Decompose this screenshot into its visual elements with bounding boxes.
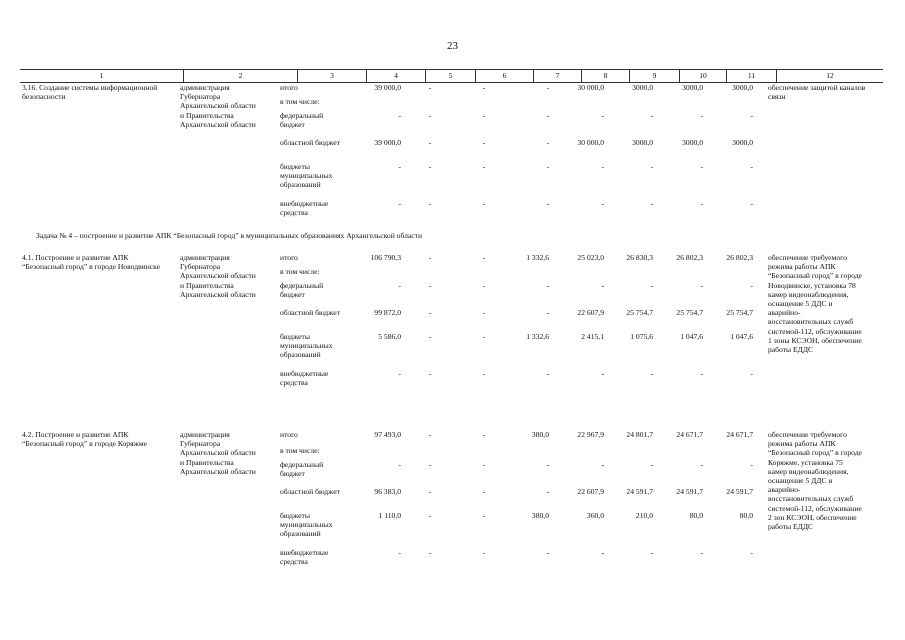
row-label: внебюджетные средства: [280, 199, 329, 218]
cell-col-11: -: [750, 281, 753, 290]
cell-col-5: -: [428, 199, 432, 208]
cell-col-8: -: [601, 199, 604, 208]
cell-col-7: -: [546, 162, 549, 171]
cell-col-6: -: [482, 83, 486, 92]
cell-col-9: 25 754,7: [626, 308, 653, 317]
table-header: [20, 69, 883, 83]
row-label: в том числе:: [280, 267, 320, 276]
cell-col-11: 3000,0: [732, 83, 753, 92]
cell-col-6: -: [482, 199, 486, 208]
cell-col-7: 380,0: [531, 430, 549, 439]
cell-col-10: 80,0: [689, 511, 703, 520]
header-col-8: 8: [581, 70, 629, 82]
cell-col-8: 30 000,0: [577, 138, 604, 147]
cell-col-8: 25 023,0: [577, 253, 604, 262]
row-label: итого: [280, 430, 298, 439]
header-col-3: 3: [297, 70, 366, 82]
cell-col-6: -: [482, 332, 486, 341]
cell-col-10: 1 047,6: [680, 332, 703, 341]
cell-col-10: -: [700, 199, 703, 208]
header-col-12: 12: [776, 70, 883, 82]
cell-col-6: -: [482, 308, 486, 317]
executor: администрация Губернатора Архангельской области и Правительства Архангельской области: [180, 83, 256, 129]
cell-col-9: 3000,0: [632, 138, 653, 147]
cell-col-10: -: [700, 460, 703, 469]
cell-col-5: -: [428, 253, 432, 262]
cell-col-6: -: [482, 138, 486, 147]
cell-col-11: -: [750, 199, 753, 208]
header-col-7: 7: [533, 70, 581, 82]
header-col-2: 2: [183, 70, 297, 82]
cell-col-4: -: [398, 162, 401, 171]
cell-col-9: 3000,0: [632, 83, 653, 92]
cell-col-8: 22 967,9: [577, 430, 604, 439]
cell-col-4: 39 000,0: [374, 138, 401, 147]
cell-col-11: 25 754,7: [726, 308, 753, 317]
cell-col-7: -: [546, 548, 549, 557]
row-label: в том числе:: [280, 446, 320, 455]
row-label: федеральный бюджет: [280, 111, 324, 130]
cell-col-9: -: [650, 281, 653, 290]
row-label: областной бюджет: [280, 138, 340, 147]
row-label: итого: [280, 83, 298, 92]
cell-col-10: -: [700, 111, 703, 120]
section-note: обеспечение защитой каналов связи: [768, 83, 866, 102]
cell-col-11: -: [750, 369, 753, 378]
section-note: обеспечение требуемого режима работы АПК “Безопасный город” в городе Новодвинске, установка 78 камер видеонаблюдения, оснащение 5 ДДС и аварийно-восстановительных служб системой-112, обслуживание 1 зоны КСЭОН, обеспечение работы ЕДДС: [768, 253, 862, 355]
cell-col-8: 22 607,9: [577, 308, 604, 317]
cell-col-7: 1 332,6: [526, 332, 549, 341]
cell-col-4: 96 383,0: [374, 487, 401, 496]
header-col-5: 5: [425, 70, 475, 82]
row-label: внебюджетные средства: [280, 369, 329, 388]
row-label: областной бюджет: [280, 308, 340, 317]
cell-col-5: -: [428, 308, 432, 317]
row-label: федеральный бюджет: [280, 281, 324, 300]
cell-col-9: -: [650, 111, 653, 120]
cell-col-4: 99 872,0: [374, 308, 401, 317]
cell-col-11: 1 047,6: [730, 332, 753, 341]
cell-col-5: -: [428, 460, 432, 469]
cell-col-7: -: [546, 369, 549, 378]
cell-col-11: 3000,0: [732, 138, 753, 147]
executor: администрация Губернатора Архангельской области и Правительства Архангельской области: [180, 253, 256, 299]
cell-col-10: 3000,0: [682, 83, 703, 92]
cell-col-10: 3000,0: [682, 138, 703, 147]
section-note: обеспечение требуемого режима работы АПК “Безопасный город” в городе Коряжме, установка 75 камер видеонаблюдения, оснащение 5 ДДС и аварийно-восстановительных служб системой-112, обслуживание 2 зон КСЭОН, обеспечение работы ЕДДС: [768, 430, 862, 532]
cell-col-4: -: [398, 369, 401, 378]
cell-col-10: 26 802,3: [676, 253, 703, 262]
cell-col-5: -: [428, 332, 432, 341]
cell-col-6: -: [482, 281, 486, 290]
cell-col-4: 1 110,0: [378, 511, 401, 520]
cell-col-8: -: [601, 162, 604, 171]
cell-col-8: -: [601, 548, 604, 557]
cell-col-10: -: [700, 369, 703, 378]
cell-col-9: 26 830,3: [626, 253, 653, 262]
cell-col-8: 360,0: [586, 511, 604, 520]
cell-col-6: -: [482, 487, 486, 496]
cell-col-10: 24 671,7: [676, 430, 703, 439]
cell-col-9: 1 075,6: [630, 332, 653, 341]
cell-col-6: -: [482, 369, 486, 378]
cell-col-6: -: [482, 548, 486, 557]
header-col-1: 1: [99, 71, 104, 80]
header-col-10: 10: [679, 70, 726, 82]
header-col-9: 9: [629, 70, 679, 82]
cell-col-5: -: [428, 369, 432, 378]
cell-col-6: -: [482, 511, 486, 520]
cell-col-7: -: [546, 487, 549, 496]
cell-col-10: -: [700, 162, 703, 171]
cell-col-9: -: [650, 369, 653, 378]
cell-col-7: -: [546, 460, 549, 469]
row-label: итого: [280, 253, 298, 262]
cell-col-6: -: [482, 111, 486, 120]
cell-col-6: -: [482, 460, 486, 469]
task-heading: Задача № 4 – построение и развитие АПК “Безопасный город” в муниципальных образованиях Архангельской области: [36, 231, 423, 240]
cell-col-11: -: [750, 460, 753, 469]
cell-col-9: 24 801,7: [626, 430, 653, 439]
row-label: бюджеты муниципальных образований: [280, 332, 333, 360]
cell-col-11: -: [750, 162, 753, 171]
cell-col-5: -: [428, 511, 432, 520]
cell-col-4: 5 586,0: [378, 332, 401, 341]
cell-col-4: 97 493,0: [374, 430, 401, 439]
cell-col-4: -: [398, 460, 401, 469]
cell-col-9: -: [650, 199, 653, 208]
cell-col-5: -: [428, 548, 432, 557]
row-label: бюджеты муниципальных образований: [280, 162, 333, 190]
cell-col-4: 39 000,0: [374, 83, 401, 92]
cell-col-4: -: [398, 281, 401, 290]
row-label: федеральный бюджет: [280, 460, 324, 479]
cell-col-8: 2 415,1: [581, 332, 604, 341]
row-label: бюджеты муниципальных образований: [280, 511, 333, 539]
cell-col-7: -: [546, 308, 549, 317]
cell-col-7: -: [546, 111, 549, 120]
cell-col-7: 380,0: [531, 511, 549, 520]
cell-col-8: -: [601, 460, 604, 469]
cell-col-8: -: [601, 281, 604, 290]
cell-col-6: -: [482, 430, 486, 439]
cell-col-5: -: [428, 281, 432, 290]
cell-col-7: -: [546, 83, 549, 92]
cell-col-10: 24 591,7: [676, 487, 703, 496]
cell-col-11: 24 671,7: [726, 430, 753, 439]
cell-col-10: 25 754,7: [676, 308, 703, 317]
cell-col-11: 80,0: [739, 511, 753, 520]
cell-col-11: -: [750, 548, 753, 557]
header-col-4: 4: [366, 70, 425, 82]
cell-col-7: -: [546, 138, 549, 147]
row-label: внебюджетные средства: [280, 548, 329, 567]
cell-col-5: -: [428, 138, 432, 147]
cell-col-6: -: [482, 253, 486, 262]
page-number: 23: [447, 40, 458, 52]
cell-col-5: -: [428, 83, 432, 92]
cell-col-8: -: [601, 111, 604, 120]
cell-col-10: -: [700, 281, 703, 290]
cell-col-7: 1 332,6: [526, 253, 549, 262]
cell-col-4: -: [398, 111, 401, 120]
cell-col-8: 30 000,0: [577, 83, 604, 92]
cell-col-9: -: [650, 548, 653, 557]
cell-col-5: -: [428, 487, 432, 496]
section-name: 4.2. Построение и развитие АПК “Безопасный город” в городе Коряжме: [22, 430, 148, 449]
cell-col-10: -: [700, 548, 703, 557]
cell-col-9: 210,0: [635, 511, 653, 520]
cell-col-8: 22 607,9: [577, 487, 604, 496]
section-name: 3.16. Создание системы информационной безопасности: [22, 83, 158, 102]
cell-col-9: 24 591,7: [626, 487, 653, 496]
cell-col-11: -: [750, 111, 753, 120]
cell-col-9: -: [650, 162, 653, 171]
cell-col-9: -: [650, 460, 653, 469]
cell-col-5: -: [428, 162, 432, 171]
cell-col-7: -: [546, 281, 549, 290]
cell-col-4: 106 790,3: [370, 253, 401, 262]
row-label: в том числе:: [280, 97, 320, 106]
cell-col-5: -: [428, 430, 432, 439]
cell-col-8: -: [601, 369, 604, 378]
cell-col-11: 24 591,7: [726, 487, 753, 496]
executor: администрация Губернатора Архангельской области и Правительства Архангельской области: [180, 430, 256, 476]
cell-col-6: -: [482, 162, 486, 171]
header-col-6: 6: [475, 70, 533, 82]
cell-col-7: -: [546, 199, 549, 208]
cell-col-4: -: [398, 199, 401, 208]
cell-col-5: -: [428, 111, 432, 120]
cell-col-4: -: [398, 548, 401, 557]
cell-col-11: 26 802,3: [726, 253, 753, 262]
row-label: областной бюджет: [280, 487, 340, 496]
section-name: 4.1. Построение и развитие АПК “Безопасный город” в городе Новодвинске: [22, 253, 161, 272]
header-col-11: 11: [726, 70, 776, 82]
